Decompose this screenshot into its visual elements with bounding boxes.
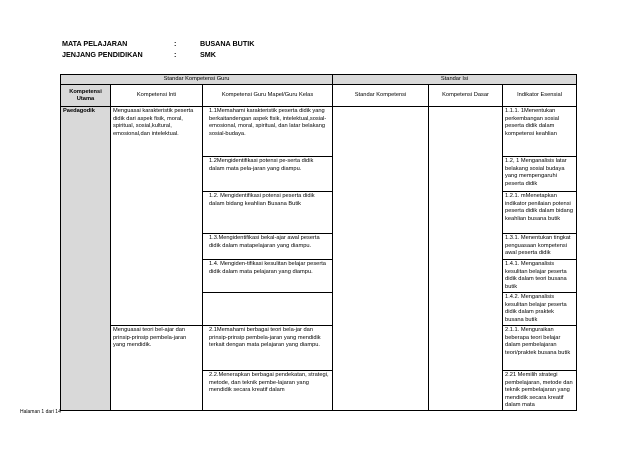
group-header-isi: Standar Isi: [333, 75, 577, 85]
mapel-cell: 1.3.Mengidentifikasi bekal-ajar awal peserta didik dalam matapelajaran yang diampu.: [203, 234, 333, 260]
subject-label: MATA PELAJARAN: [62, 39, 128, 48]
column-header-mapel: Kompetensi Guru Mapel/Guru Kelas: [203, 85, 333, 107]
kompetensi-inti-cell: Menguasai karakteristik peserta didik dari aspek fisik, moral, spiritual, sosial,kultural, emosional,dan intelektual.: [111, 107, 203, 326]
subject-colon: :: [174, 39, 177, 48]
document-header: [62, 39, 362, 63]
kompetensi-utama-cell: Paedagodik: [61, 107, 111, 411]
mapel-cell: [203, 293, 333, 326]
column-header-indikator: Indikator Esensial: [503, 85, 577, 107]
table-row: [61, 107, 577, 157]
column-header-inti: Kompetensi Inti: [111, 85, 203, 107]
indikator-cell: 2.1.1. Menguraikan beberapa teori belajar dalam pembelajaran teori/praktek busana butik: [503, 326, 577, 371]
mapel-cell: 1.4. Mengiden-tifikasi kesulitan belajar peserta didik dalam mata pelajaran yang diampu.: [203, 260, 333, 293]
page-footer: Halaman 1 dari 14: [20, 409, 61, 415]
indikator-cell: 1.1.1. 1Menentukan perkembangan sosial peserta didik dalam kompetensi keahlian: [503, 107, 577, 157]
mapel-cell: 1.2. Mengidentifikasi potensi peserta didik dalam bidang keahlian Busana Butik: [203, 192, 333, 234]
mapel-cell: 2.1Memahami berbagai teori bela-jar dan prinsip-prinsip pembela-jaran yang mendidik terkait dengan mata pelajaran yang diampu.: [203, 326, 333, 371]
indikator-cell: 1.2, 1 Menganalisis latar belakang sosial budaya yang mempengaruhi peserta didik: [503, 157, 577, 192]
indikator-cell: 1.4.2. Menganalisis kesulitan belajar peserta didik dalam praktek busana butik: [503, 293, 577, 326]
group-header-guru: Standar Kompetensi Guru: [61, 75, 333, 85]
indikator-cell: 1.3.1. Menentukan tingkat penguasaan kompetensi awal peserta didik: [503, 234, 577, 260]
level-value: SMK: [200, 50, 216, 59]
subject-value: BUSANA BUTIK: [200, 39, 255, 48]
column-header-kd: Kompetensi Dasar: [429, 85, 503, 107]
standar-kompetensi-cell: [333, 107, 429, 411]
indikator-cell: 1.4.1. Menganalisis kesulitan belajar peserta didik dalam teori busana butik: [503, 260, 577, 293]
kompetensi-inti-cell: Menguasai teori bel-ajar dan prinsip-prinsip pembela-jaran yang mendidik.: [111, 326, 203, 411]
mapel-cell: 2.2.Menerapkan berbagai pendekatan, strategi, metode, dan teknik pembe-lajaran yang mendidik secara kreatif dalam: [203, 371, 333, 411]
level-label: JENJANG PENDIDIKAN: [62, 50, 143, 59]
mapel-cell: 1.1Memahami karakteristik peserta didik yang berkaitandengan aspek fisik, intelektual,sosial-emosional, moral, spiritual, dan latar belakang sosial-budaya.: [203, 107, 333, 157]
kompetensi-dasar-cell: [429, 107, 503, 411]
mapel-cell: 1.2Mengidentifikasi potensi pe-serta didik dalam mata pela-jaran yang diampu.: [203, 157, 333, 192]
competency-table: [60, 74, 577, 411]
indikator-cell: 1.2.1. mMenetapkan indikator penilaian potensi peserta didik dalam bidang keahlian busana butik: [503, 192, 577, 234]
column-header-sk: Standar Kompetensi: [333, 85, 429, 107]
level-colon: :: [174, 50, 177, 59]
indikator-cell: 2.21 Memilih strategi pembelajaran, metode dan teknik pembelajaran yang mendidik secara kreatif dalam mata: [503, 371, 577, 411]
column-header-utama: Kompetensi Utama: [61, 85, 111, 107]
